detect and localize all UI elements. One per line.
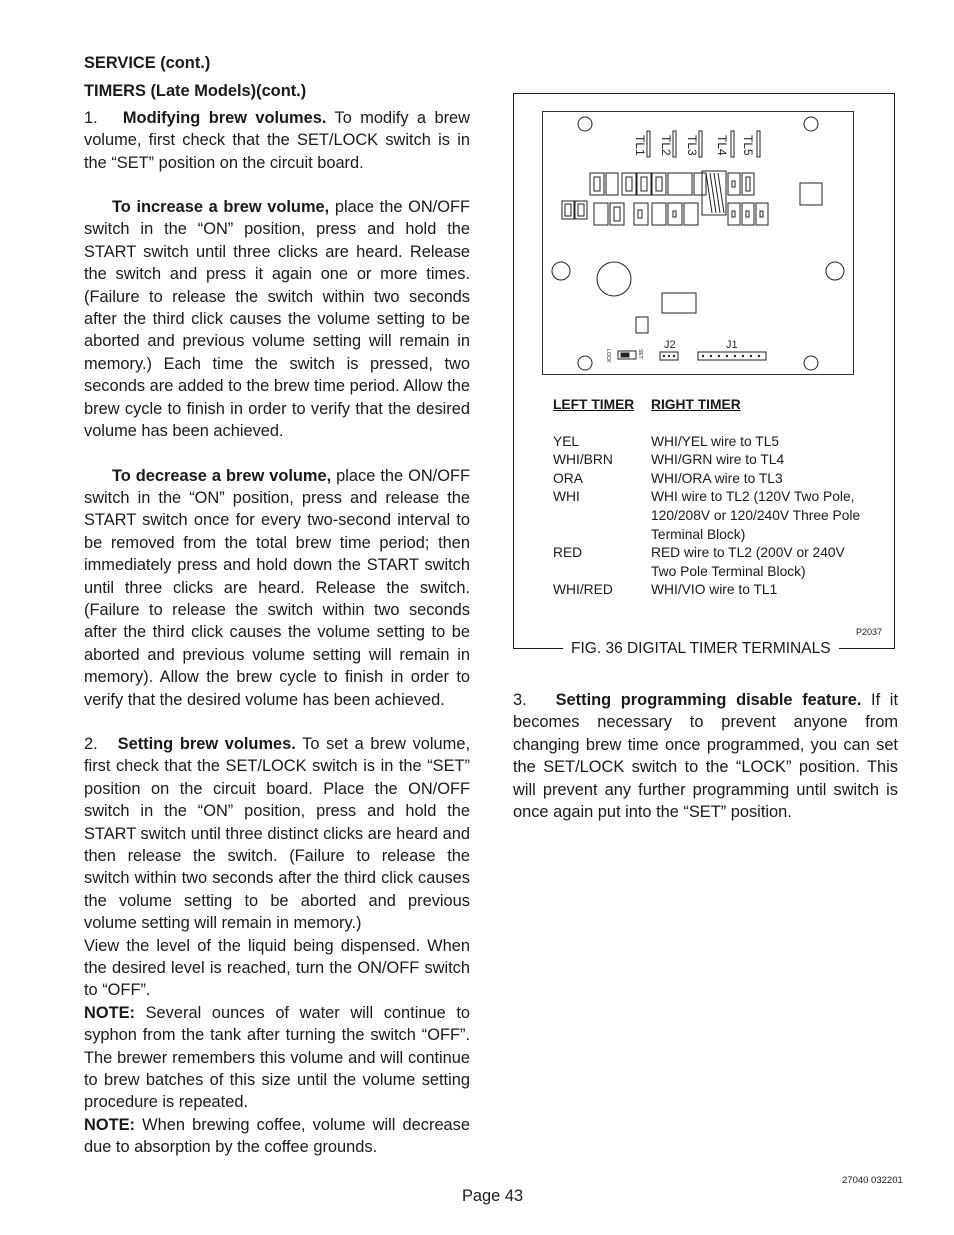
mounting-hole [804,117,818,131]
paragraph-title: To increase a brew volume, [112,198,330,217]
page-number: Page 43 [462,1187,524,1205]
section-heading: SERVICE (cont.) [84,54,211,72]
legend-row [553,470,873,489]
paragraph-setting-volumes [84,733,470,935]
legend-right-cell: WHI/VIO wire to TL1 [651,582,778,598]
note-absorption [84,1114,470,1159]
wiring-legend [553,396,873,600]
legend-left-cell: WHI/BRN [553,452,613,468]
list-number: 1. [84,108,98,127]
legend-header-right: RIGHT TIMER [651,397,741,412]
paragraph-title: Setting programming disable feature. [555,691,862,709]
legend-header-left: LEFT TIMER [553,397,635,412]
legend-left-cell: RED [553,545,583,561]
label-tl4: TL4 [715,135,729,156]
mounting-hole [578,117,592,131]
note-label: NOTE: [84,1003,135,1022]
ic-chip [662,293,696,313]
legend-left-cell: WHI [553,489,580,505]
legend-right-cell: WHI/GRN wire to TL4 [651,452,785,468]
paragraph-decrease-volume [84,465,470,711]
label-tl2: TL2 [659,135,673,156]
note-siphon [84,1002,470,1114]
paragraph-disable-feature [513,689,898,823]
paragraph-text: To set a brew volume, first check that the SET/LOCK switch is in the “SET” position on the circuit board. Place the ON/OFF switch in the “ON” position, press and hold the START switch until three distinct clicks are heard and then release the switch. (Failure to release the switch within two seconds after the third click causes the volume setting to be aborted and previous volume setting will remain in memory.) [84,734,470,933]
circuit-board-drawing [542,111,854,375]
paragraph-text: place the ON/OFF switch in the “ON” position, press and hold the START switch until three clicks are heard. Release the switch and press it again one or more times. (Failure to release the switch within two seconds after the third click causes the volume setting to be aborted and previous volume setting will remain in memory.) Each time the switch is pressed, two seconds are added to the brew time period. Allow the brew cycle to finish in order to verify that the desired volume has been achieved. [84,198,471,441]
legend-row [553,488,873,544]
terminal-tl4 [731,131,734,157]
legend-left-cell: WHI/RED [553,582,613,598]
legend-left-cell: YEL [553,433,580,449]
paragraph-view-level: View the level of the liquid being dispensed. When the desired level is reached, turn the ON/OFF switch to “OFF”. [84,936,470,1000]
capacitor [597,262,631,296]
right-column [513,689,898,823]
label-tl1: TL1 [633,135,647,156]
paragraph-title: Modifying brew volumes. [122,108,327,127]
figure-caption: FIG. 36 DIGITAL TIMER TERMINALS [563,638,839,660]
legend-row [553,433,873,452]
note-text: When brewing coffee, volume will decrease due to absorption by the coffee grounds. [84,1115,470,1157]
note-text: Several ounces of water will continue to syphon from the tank after turning the switch “OFF”. The brewer remembers this volume and will continue to brew batches of this size until the volume setting procedure is repeated. [84,1003,470,1112]
legend-header [553,396,873,415]
relay-block [800,183,822,205]
label-j2: J2 [664,339,676,351]
terminal-tl5 [757,131,760,157]
legend-left-cell: ORA [553,470,583,486]
legend-row [553,451,873,470]
document-number: 27040 032201 [842,1175,903,1186]
paragraph-title: Setting brew volumes. [117,734,296,753]
legend-right-cell: WHI wire to TL2 (120V Two Pole, 120/208V or 120/240V Three Pole Terminal Block) [651,489,861,542]
figure-code: P2037 [856,627,883,637]
legend-right-cell: WHI/YEL wire to TL5 [651,433,780,449]
label-tl3: TL3 [685,135,699,156]
legend-right-cell: RED wire to TL2 (200V or 240V Two Pole Terminal Block) [651,545,845,579]
paragraph-increase-volume [84,196,470,442]
note-label: NOTE: [84,1115,135,1134]
circuit-board-diagram [542,111,854,375]
list-number: 3. [513,691,527,709]
mounting-hole [826,262,844,280]
paragraph-title: To decrease a brew volume, [112,466,332,485]
paragraph-text: If it becomes necessary to prevent anyone from changing brew time once programmed, you can set the SET/LOCK switch to the “LOCK” position. This will prevent any further programming until switch is once again put into the “SET” position. [513,691,898,822]
label-switch-lock: LOCK [605,349,611,363]
mounting-hole [578,356,592,370]
left-column [84,52,470,1159]
paragraph-modifying-volumes [84,107,470,174]
legend-row [553,544,873,581]
subsection-heading: TIMERS (Late Models)(cont.) [84,82,307,101]
paragraph-text: To modify a brew volume, first check that the SET/LOCK switch is in the “SET” position on the circuit board. [84,108,470,172]
legend-right-cell: WHI/ORA wire to TL3 [651,470,783,486]
label-tl5: TL5 [741,135,755,156]
paragraph-text: place the ON/OFF switch in the “ON” position, press and release the START switch once for every two-second interval to be removed from the total brew time period; then immediately press and hold down the START switch until three clicks are heard. Release the switch. (Failure to release the switch within two seconds after the third click causes the volume setting to be aborted and previous volume setting will remain in memory). Allow the brew cycle to finish in order to verify that the desired volume has been achieved. [84,466,470,709]
label-j1: J1 [726,339,738,351]
mounting-hole [804,356,818,370]
label-switch-set: SET [637,349,643,359]
list-number: 2. [84,734,98,753]
legend-row [553,581,873,600]
connector-j1 [698,352,766,360]
mounting-hole [552,262,570,280]
small-component [636,317,648,333]
